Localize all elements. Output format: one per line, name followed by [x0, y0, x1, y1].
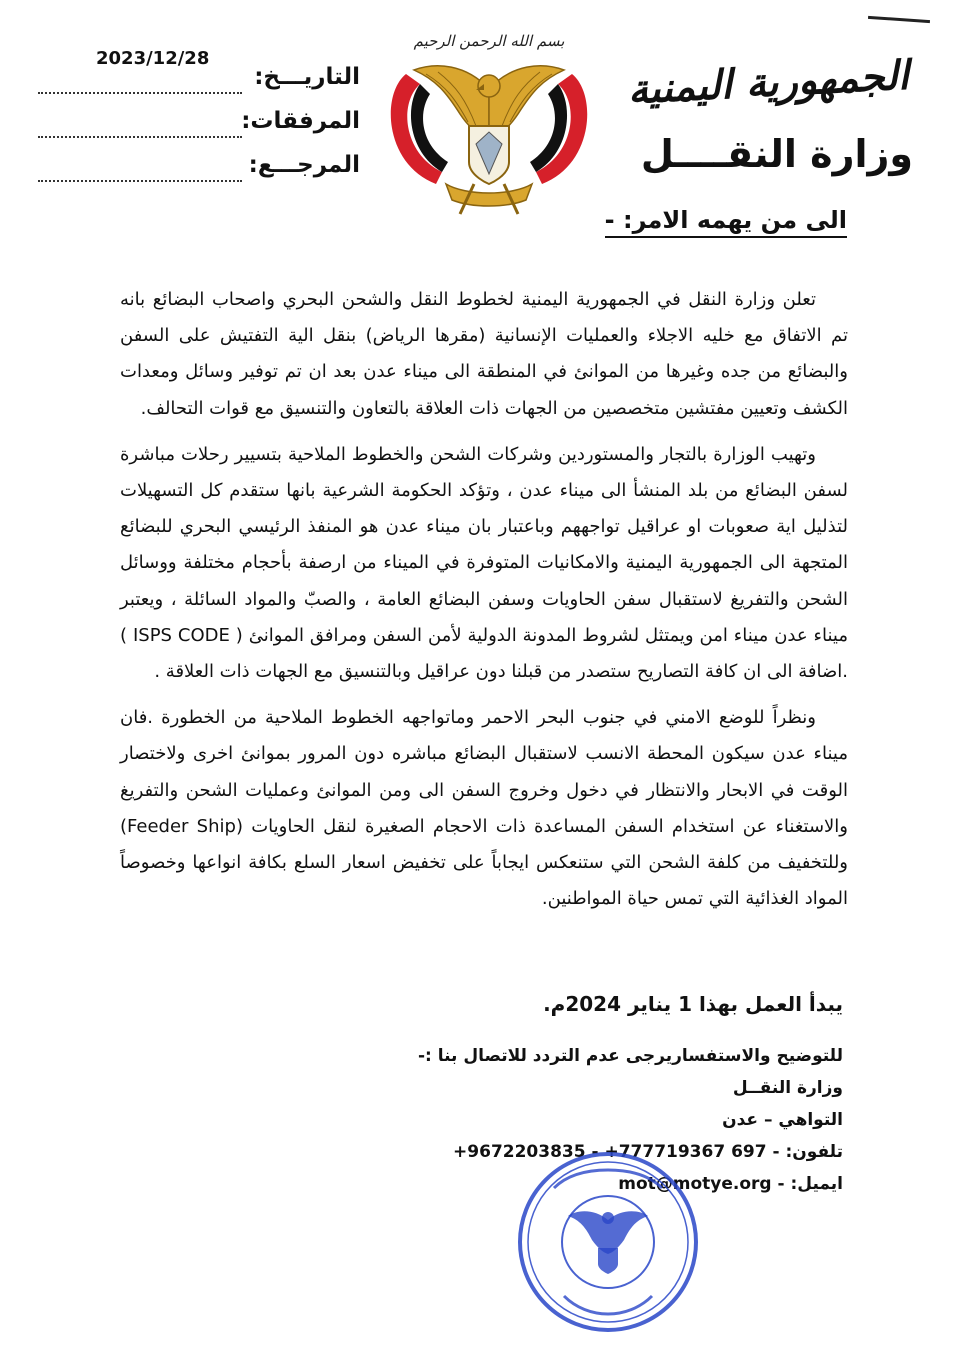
- reference-row: [38, 152, 360, 186]
- body-paragraph-2: وتهيب الوزارة بالتجار والمستوردين وشركات الشحن والخطوط الملاحية بتسيير رحلات مباشرة لسفن البضائع من بلد المنشأ الى ميناء عدن ، وتؤكد الحكومة الشرعية بانها ستقدم كل التسهيلات لتذليل اية صعوبات او عراقيل تواجههم وباعتبار بان ميناء عدن هو المنفذ الرئيسي البحري للبضائع المتجهة الى الجمهورية اليمنية والامكانيات المتوفرة في الميناء من ارصفة بأحجام مختلفة ووسائل الشحن والتفريغ لاستقبال سفن الحاويات وسفن البضائع العامة ، والصبّ والمواد السائلة ، ويعتبر ميناء عدن ميناء امن ويمتثل لشروط المدونة الدولية لأمن السفن ومرافق الموانئ ( ISPS CODE ) .اضافة الى ان كافة التصاريح ستصدر من قبلنا دون عراقيل وبالتنسيق مع الجهات ذات العلاقة .: [120, 443, 848, 683]
- email-label: ايميل: -: [777, 1174, 843, 1194]
- reference-dotted-line: [38, 180, 242, 182]
- body-paragraph-1: تعلن وزارة النقل في الجمهورية اليمنية لخطوط النقل والشحن البحري واصحاب البضائع بانه تم الاتفاق مع خليه الاجلاء والعمليات الإنسانية (مقرها الرياض) بنقل الية التفتيش على السفن والبضائع من جده وغيرها من الموانئ في المنطقة الى ميناء عدن بعد ان تم توفير وسائل ومعدات الكشف وتعيين مفتشين متخصصين من الجهات ذات العلاقة بالتعاون والتنسيق مع قوات التحالف.: [120, 289, 848, 419]
- attachments-dotted-line: [38, 136, 242, 138]
- contact-intro: للتوضيح والاستفساريرجى عدم التردد للاتصال بنا :-: [417, 1046, 843, 1066]
- reference-label: المرجـــع:: [248, 152, 360, 178]
- yemen-emblem-icon: [376, 34, 602, 220]
- email-value[interactable]: mot@motye.org: [618, 1174, 772, 1194]
- start-date-line: يبدأ العمل بهذا 1 يناير 2024م.: [543, 992, 843, 1016]
- contact-location: التواهي – عدن: [722, 1110, 843, 1130]
- attachments-label: المرفقات:: [241, 108, 360, 134]
- basmala-text: بسم الله الرحمن الرحيم: [413, 32, 565, 50]
- republic-name: الجمهورية اليمنية: [626, 51, 911, 114]
- contact-org: وزارة النقــل: [732, 1078, 843, 1098]
- date-value: 2023/12/28: [96, 48, 210, 69]
- attachments-row: [38, 108, 360, 142]
- official-stamp-icon: [514, 1148, 702, 1336]
- date-row: [38, 64, 360, 98]
- date-label: التاريـــخ:: [254, 64, 360, 90]
- phone-value[interactable]: +9672203835 - +777719367 697: [453, 1142, 767, 1162]
- letter-body: [120, 282, 848, 927]
- ministry-name: وزارة النقــــل: [640, 132, 913, 176]
- salutation-heading: الى من يهمه الامر: -: [605, 206, 847, 238]
- body-paragraph-3: ونظراً للوضع الامني في جنوب البحر الاحمر وماتواجهه الخطوط الملاحية من الخطورة .فان ميناء عدن سيكون المحطة الانسب لاستقبال البضائع مباشره دون المرور بموانئ اخرى ولاختصار الوقت في الابحار والانتظار في دخول وخروج السفن الى ومن الموانئ وعمليات الشحن والتفريغ والاستغناء عن استخدام السفن المساعدة ذات الاحجام الصغيرة لنقل الحاويات (Feeder Ship) وللتخفيف من كلفة الشحن التي ستنعكس ايجاباً على تخفيض اسعار السلع بكافة انواعها وخصوصاً المواد الغذائية التي تمس حياة المواطنين.: [120, 707, 848, 910]
- date-dotted-line: [38, 92, 242, 94]
- corner-pen-mark: [868, 16, 930, 23]
- phone-label: تلفون: -: [772, 1142, 843, 1162]
